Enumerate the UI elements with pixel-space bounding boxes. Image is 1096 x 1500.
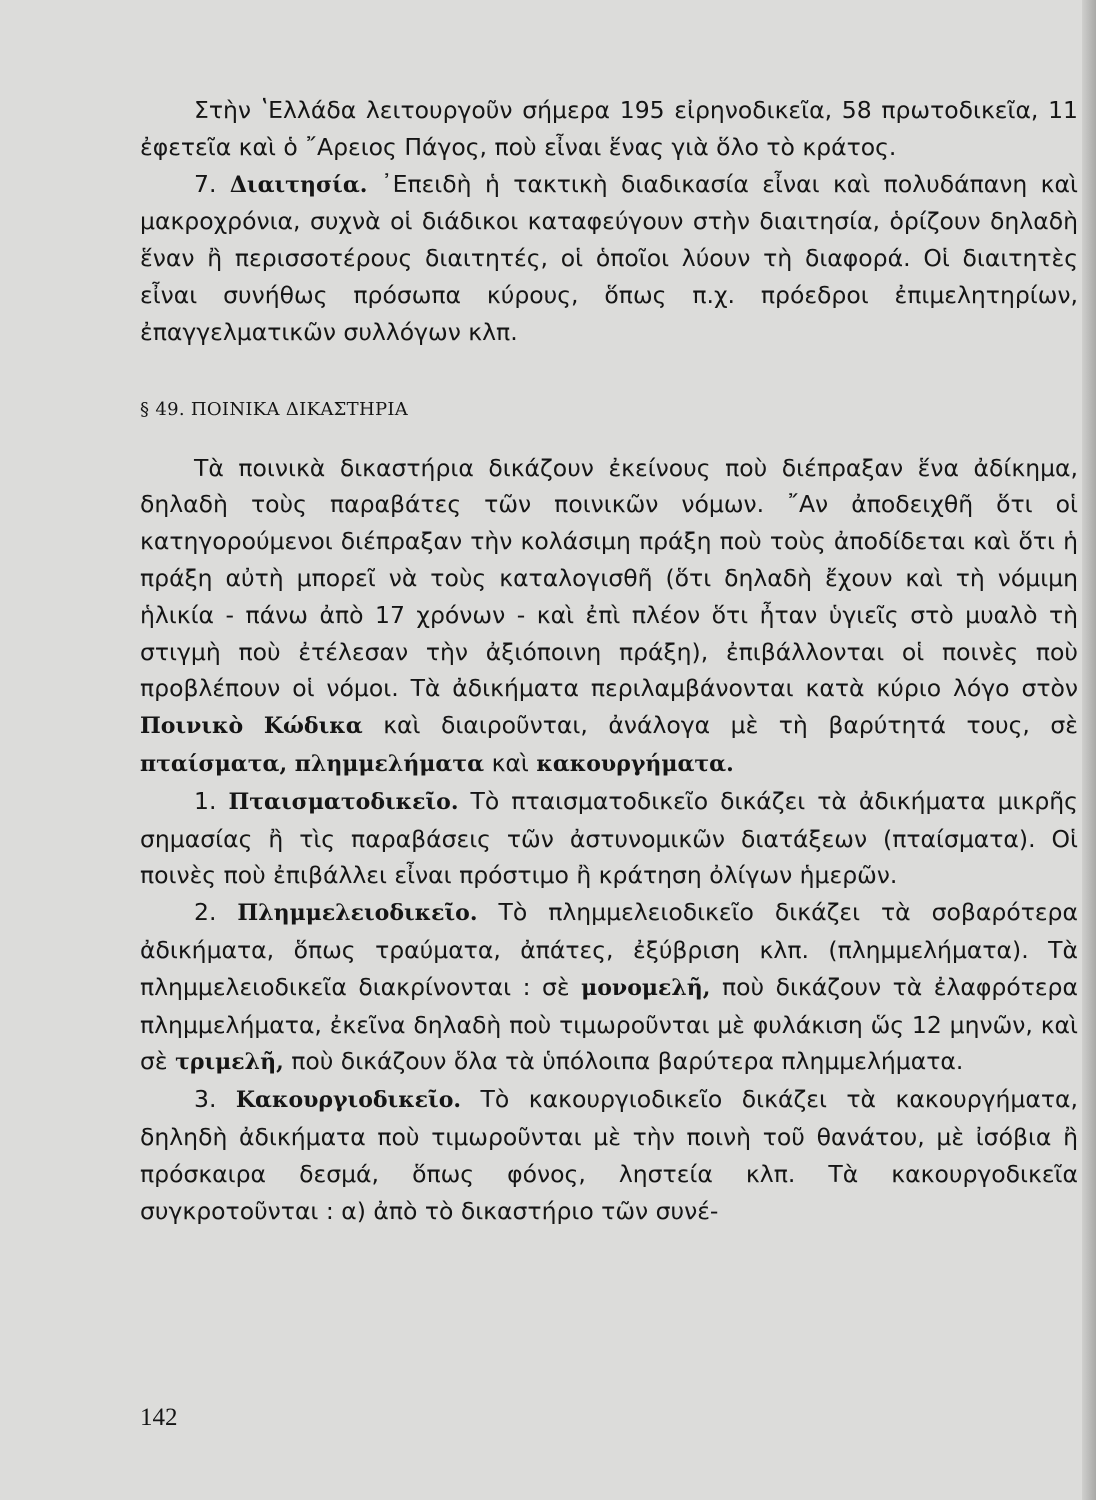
item-number: 1. [194,786,217,815]
term-kakourgiodikeio: Κακουργιοδικεῖο. [235,1087,462,1114]
term-plimmeleiodikeio: Πλημμελειοδικεῖο. [237,900,478,927]
page-edge-shadow [1082,0,1096,1500]
paragraph-criminal-courts [140,450,1078,783]
paragraph-court-3 [140,1081,1078,1229]
paragraph-arbitration [140,166,1078,351]
item-number: 3. [194,1085,217,1114]
court-2-text-2: ποὺ δικάζουν τὰ ἐλαφρότερα πλημμελήματα, ἐκεῖνα δηλαδὴ ποὺ τιμωροῦνται μὲ φυλάκιση ὥς 12 μηνῶν, καὶ σὲ [140,972,1078,1076]
criminal-mid-text: καὶ διαιροῦνται, ἀνάλογα μὲ τὴ βαρύτητά τους, σὲ [383,711,1078,740]
court-1-text: Τὸ πταισματοδικεῖο δικάζει τὰ ἀδικήματα μικρῆς σημασίας ἢ τὶς παραβάσεις τῶν ἀστυνομικῶν διατάξεων (πταίσματα). Οἱ ποινὲς ποὺ ἐπιβάλλει εἶναι πρόστιμο ἢ κράτηση ὀλίγων ἡμερῶν. [140,786,1078,890]
court-3-text: Τὸ κακουργιοδικεῖο δικάζει τὰ κακουργήματα, δηληδὴ ἀδικήματα ποὺ τιμωροῦνται μὲ τὴν ποινὴ τοῦ θανάτου, μὲ ἰσόβια ἢ πρόσκαιρα δεσμά, ὅπως φόνος, ληστεία κλπ. Τὰ κακουργοδικεῖα συγκροτοῦνται : α) ἀπὸ τὸ δικαστήριο τῶν συνέ- [140,1085,1078,1225]
item-number: 7. [194,169,217,198]
paragraph-intro: Στὴν ʽΕλλάδα λειτουργοῦν σήμερα 195 εἰρηνοδικεῖα, 58 πρωτοδικεῖα, 11 ἐφετεῖα καὶ ὁ ῎Αρειος Πάγος, ποὺ εἶναι ἕνας γιὰ ὅλο τὸ κράτος. [140,96,1078,161]
term-penal-code: Ποινικὸ Κώδικα [140,713,363,740]
term-arbitration: Διαιτησία. [229,171,368,198]
term-monomeli: μονομελῆ, [581,974,711,1001]
page-number: 142 [140,1404,178,1431]
court-2-text-3: ποὺ δικάζουν ὅλα τὰ ὑπόλοιπα βαρύτερα πλημμελήματα. [291,1047,964,1076]
court-2-text-1: Τὸ πλημμελειοδικεῖο δικάζει τὰ σοβαρότερα ἀδικήματα, ὅπως τραύματα, ἀπάτες, ἐξύβριση κλπ. (πλημμελήματα). Τὰ πλημμελειοδικεῖα διακρίνονται : σὲ [140,898,1078,1001]
page-content [140,92,1078,1229]
term-trimeli: τριμελῆ, [175,1049,284,1076]
conjunction: καὶ [491,748,529,777]
paragraph-court-2 [140,894,1078,1081]
term-ptaismatodikeio: Πταισματοδικεῖο. [228,788,459,815]
section-heading: § 49. ΠΟΙΝΙΚΑ ΔΙΚΑΣΤΗΡΙΑ [140,398,409,420]
term-felonies: κακουργήματα. [536,750,734,777]
paragraph-court-1 [140,783,1078,894]
criminal-text: Τὰ ποινικὰ δικαστήρια δικάζουν ἐκείνους ποὺ διέπραξαν ἕνα ἀδίκημα, δηλαδὴ τοὺς παραβάτες τῶν ποινικῶν νόμων. ῎Αν ἀποδειχθῆ ὅτι οἱ κατηγορούμενοι διέπραξαν τὴν κολάσιμη πράξη ποὺ τοὺς ἀποδίδεται καὶ ὅτι ἡ πράξη αὐτὴ μπορεῖ νὰ τοὺς καταλογισθῆ (ὅτι δηλαδὴ ἔχουν καὶ τὴ νόμιμη ἡλικία - πάνω ἀπὸ 17 χρόνων - καὶ ἐπὶ πλέον ὅτι ἦταν ὑγιεῖς στὸ μυαλὸ τὴ στιγμὴ ποὺ ἐτέλεσαν τὴν ἀξιόποινη πράξη), ἐπιβάλλονται οἱ ποινὲς ποὺ προβλέπουν οἱ νόμοι. Τὰ ἀδικήματα περιλαμβάνονται κατὰ κύριο λόγο στὸν [140,453,1078,703]
term-offences: πταίσματα, πλημμελήματα [140,750,485,777]
item-number: 2. [194,898,217,927]
arbitration-text: ᾿Επειδὴ ἡ τακτικὴ διαδικασία εἶναι καὶ πολυδάπανη καὶ μακροχρόνια, συχνὰ οἱ διάδικοι καταφεύγουν στὴν διαιτησία, ὁρίζουν δηλαδὴ ἕναν ἢ περισσοτέρους διαιτητές, οἱ ὁποῖοι λύουν τὴ διαφορά. Οἱ διαιτητὲς εἶναι συνήθως πρόσωπα κύρους, ὅπως π.χ. πρόεδροι ἐπιμελητηρίων, ἐπαγγελματικῶν συλλόγων κλπ. [140,169,1078,346]
